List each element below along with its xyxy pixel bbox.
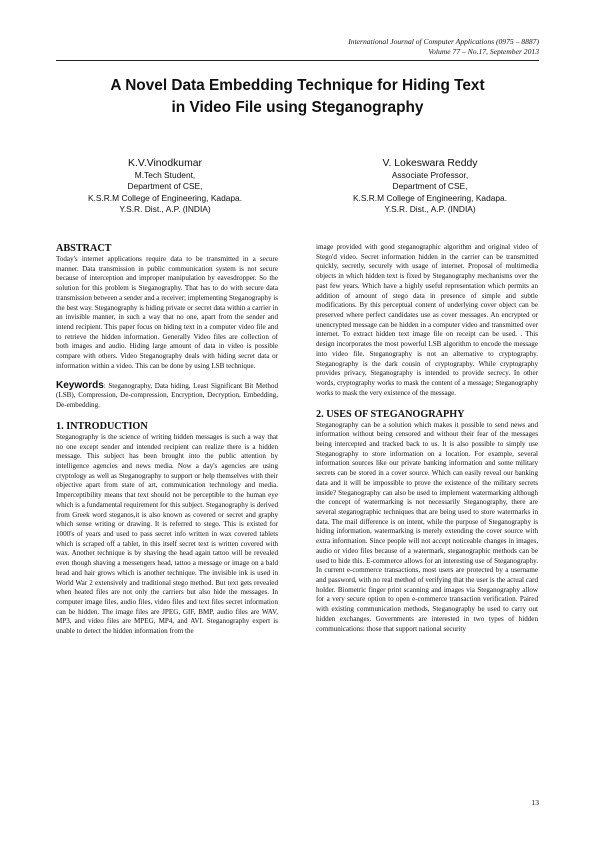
abstract-text: Today's internet applications require data to be transmitted in a secure manner. Data transmission in public communication system is not secure because of interception and improper manipulation by eavesdropper. So the solution for this problem is Steganography. That has to do with secure data transmission between a sender and a receiver; implementing Steganography is the best way. Steganography is hiding private or secret data within a carrier in an invisible manner, in such a way that no one, apart from the sender and intend recipient. This paper focus on hiding text in a computer video file and to retrieve the hidden information. Generally Video files are collection of both images and audio. Hiding large amount of data in video is possible compare with others. Video Steganography deals with hiding secret data or information within a video. This can be done by using LSB technique. xyxy=(56,255,279,370)
left-column xyxy=(56,243,278,637)
header-rule xyxy=(56,60,539,61)
author-block-2 xyxy=(305,157,555,216)
title-line-2: in Video File using Steganography xyxy=(171,99,424,116)
journal-citation: International Journal of Computer Applications (0975 – 8887) xyxy=(348,37,539,46)
introduction-continued-text: image provided with good steganographic algorithm and original video of Stego'd video. Secret information hidden in the carrier can be transmitted quickly, secretly, securely with usage of internet. Proposal of multimedia objects in which hidden text is fixed by Steganography mechanisms over the past few years. Which have a highly useful representation which permits an addition of amount of stego data in presence of simple and subtle modifications. By this perceptual content of underlying cover object can be preserved where perfect candidates use as cover messages. An encrypted or unencrypted message can be hidden in a computer video and transmitted over internet. To extract hidden text image file on receipt can be used. . This design incorporates the most powerful LSB algorithm to encode the message into video file. Steganography is not an alternative to cryptography. Steganography is the dark cousin of cryptography. While cryptography provides privacy, Steganography is intended to provide secrecy. In other words, cryptography works to mask the content of a message; Steganography works to mask the very existence of the message. xyxy=(316,243,538,397)
keywords-label: Keywords xyxy=(56,379,104,391)
author-department: Department of CSE, xyxy=(127,181,203,192)
page-number: 13 xyxy=(531,798,539,807)
author-name: V. Lokeswara Reddy xyxy=(382,158,478,169)
keywords-text: : Steganography, Data hiding, Least Significant Bit Method (LSB), Compression, De-compression, Encryption, Decryption, Embedding, De-embedding. xyxy=(56,381,278,410)
introduction-heading: 1. INTRODUCTION xyxy=(56,420,148,432)
uses-heading: 2. USES OF STEGANOGRAPHY xyxy=(316,408,465,420)
author-role: M.Tech Student, xyxy=(134,170,196,180)
uses-text: Steganography can be a solution which makes it possible to send news and information without being censored and without their fear of the messages being intercepted and tracked back to us. It is also possible to simply use Steganography to store information on a location. For example, several information sources like our private banking information and some military secrets can be stored in a cover source. Which can easily reveal our banking data and it will be impossible to prove the existence of the military secrets inside? Steganography can also be used to implement watermarking although the concept of watermarking is not necessarily Steganography, there are several steganographic techniques that are being used to store watermarks in data. The mail difference is on intent, while the purpose of Steganography is hiding information, watermarking is merely extending the cover source with extra information. Since people will not accept noticeable changes in images, audio or video files because of a watermark, steganographic methods can be used to hide this. E-commerce allows for an interesting use of Steganography. In current e-commerce transactions, most users are protected by a username and password, with no real method of verifying that the user is the actual card holder. Biometric finger print scanning and images via Steganography allow for a very secure option to open e-commerce transaction verification. Paired with existing communication methods, Steganography be used to carry out hidden exchanges. Governments are interested in two types of hidden communications: those that support national security xyxy=(316,420,538,633)
author-name: K.V.Vinodkumar xyxy=(128,158,202,169)
author-college: K.S.R.M College of Engineering, Kadapa. xyxy=(352,192,508,203)
journal-header xyxy=(348,37,539,57)
author-block-1 xyxy=(40,157,290,216)
right-column xyxy=(316,243,538,634)
abstract-heading: ABSTRACT xyxy=(56,243,112,254)
title-line-1: A Novel Data Embedding Technique for Hiding Text xyxy=(110,77,485,94)
paper-title xyxy=(40,75,555,119)
introduction-text: Steganography is the science of writing hidden messages is such a way that no one except sender and intended recipient can realize there is a hidden message. This subject has been brought into the public attention by intelligence agencies and news media. Now a day's agencies are using cryptology as well as Steganography to support or help themselves with their objective apart from state of art, communication technology and media. Imperceptibility means that text should not be perceptible to the human eye which is a fundamental requirement for this subject. Steganography is derived from Greek word steganos,it is also known as covered or secret and graphy which sense writing or drawing. It is referred to stego. This is existed for 1000's of years and used to pass secret info written in wax covered tablets which is scraped off a tablet, in this itself secret text is written covered with wax. Another technique is by shaving the head again tattoo will be revealed even though shaving a messengers head, tattoo a message or image on a bald head and hair grows which is another technique. The invisible ink is used in World War 2 extensively and traditional stego method. But text gets revealed when heated files are not only the carriers but also hide the messages. In computer image files, audio files, video files and text files secret information can be hidden. The image files are JPEG, GIF, BMP, audio files are WAV, MP3, and video files are MPEG, MP4, and AVI. Steganography expert is unable to detect the hidden information from the xyxy=(56,432,278,636)
author-location: Y.S.R. Dist., A.P. (INDIA) xyxy=(119,204,211,215)
author-college: K.S.R.M College of Engineering, Kadapa. xyxy=(87,192,243,203)
author-department: Department of CSE, xyxy=(392,181,468,192)
journal-volume: Volume 77 – No.17, September 2013 xyxy=(428,47,539,56)
author-role: Associate Professor, xyxy=(391,170,469,180)
keywords-paragraph xyxy=(56,381,278,411)
author-location: Y.S.R. Dist., A.P. (INDIA) xyxy=(384,204,476,215)
